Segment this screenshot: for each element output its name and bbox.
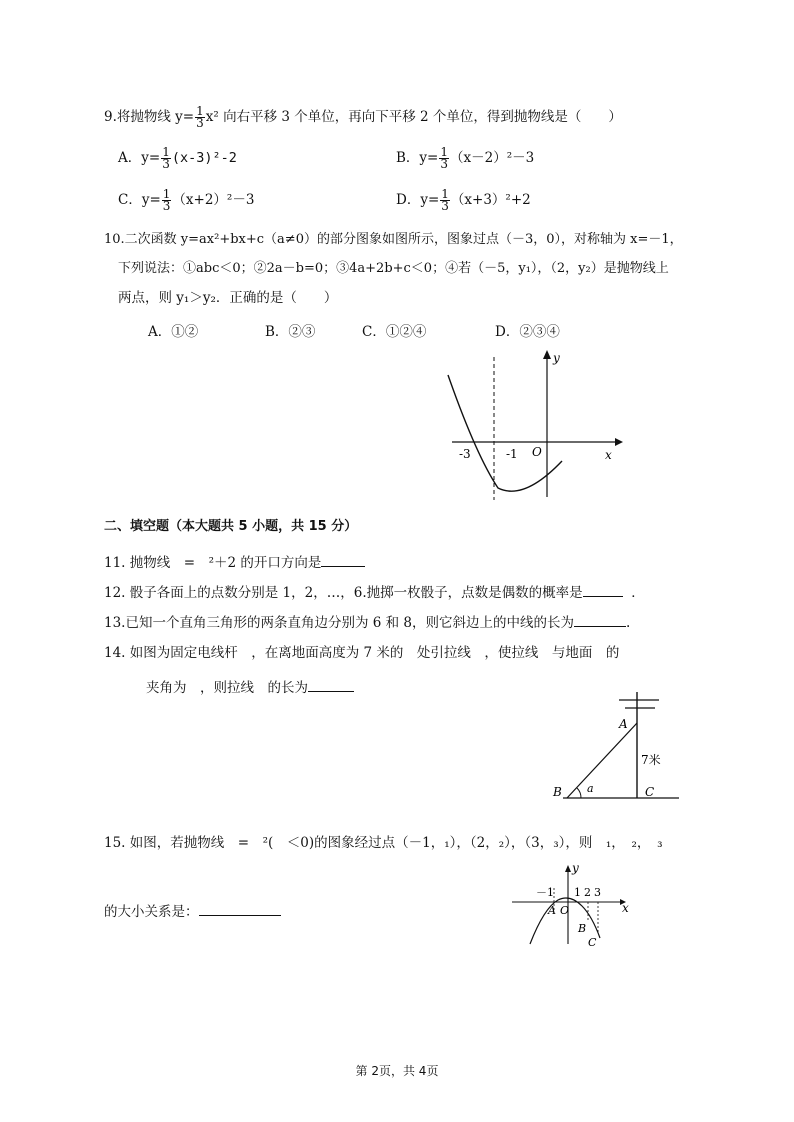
q12-answer-blank[interactable] xyxy=(583,582,623,597)
q14-line2: 夹角为 ，则拉线 的长为 xyxy=(146,677,354,698)
section-title: 二、填空题（本大题共 5 小题，共 15 分） xyxy=(104,519,358,534)
q10-line1: 10.二次函数 y=ax²+bx+c（a≠0）的部分图象如图所示，图象过点（－3，0），对称轴为 x=－1， xyxy=(104,232,683,247)
q15-answer-blank[interactable] xyxy=(199,901,281,916)
q14-guy-wire xyxy=(567,723,637,798)
q14-line1: 14. 如图为固定电线杆 ，在离地面高度为 7 米的 处引拉线 ，使拉线 与地面 的 xyxy=(104,645,620,661)
q15-origin: O xyxy=(560,904,570,917)
q10-option-b[interactable]: B．②③ xyxy=(265,324,316,340)
q14-answer-blank[interactable] xyxy=(308,677,354,692)
page-footer: 第 2页，共 4页 xyxy=(355,1064,439,1078)
q10-option-a[interactable]: A．①② xyxy=(148,324,199,340)
q10-parabola-figure xyxy=(440,345,630,505)
q14-label-c: C xyxy=(645,785,655,799)
q15-tick-2: 2 xyxy=(584,886,591,899)
q10-line2: 下列说法：①abc＜0；②2a－b=0；③4a+2b+c＜0；④若（－5，y₁），（2，y₂）是抛物线上 xyxy=(118,261,669,276)
q10-option-c[interactable]: C．①②④ xyxy=(362,324,427,340)
q9-option-d[interactable]: D．y= $\frac{1}{3}$ （x+3）²+2 xyxy=(396,187,531,213)
q15-y-label: y xyxy=(572,861,579,875)
q14-label-b: B xyxy=(553,785,562,799)
q15-parabola-figure xyxy=(508,858,636,950)
q15-point-c: C xyxy=(588,936,597,949)
q12: 12. 骰子各面上的点数分别是 1，2，…，6.抛掷一枚骰子，点数是偶数的概率是 ． xyxy=(104,582,645,603)
q10-line3: 两点，则 y₁＞y₂．正确的是（ ） xyxy=(118,290,338,306)
q9-option-a[interactable]: A．y= $\frac{1}{3}$ (x-3)²-2 xyxy=(118,145,237,171)
q14-label-a: A xyxy=(619,717,628,731)
q13-answer-blank[interactable] xyxy=(574,612,626,627)
q14-pole-figure xyxy=(545,688,690,806)
q15-line1: 15. 如图，若抛物线 = ²( ＜0)的图象经过点（－1，₁），（2，₂），（3，₃），则 ₁， ₂， ₃ xyxy=(104,835,663,851)
q10-origin-label: O xyxy=(532,445,542,459)
q10-y-arrow xyxy=(543,350,551,359)
q9-stem-post: x² 向右平移 3 个单位，再向下平移 2 个单位，得到抛物线是（ ） xyxy=(205,109,622,125)
q9-option-c[interactable]: C．y= $\frac{1}{3}$ （x+2）²－3 xyxy=(118,187,255,213)
q15-line2: 的大小关系是： xyxy=(104,901,281,922)
q15-x-label: x xyxy=(622,901,629,915)
q10-tick-neg3: -3 xyxy=(459,447,471,461)
q10-tick-neg1: -1 xyxy=(506,447,518,461)
q10-x-label: x xyxy=(605,448,612,462)
q15-tick-1: 1 xyxy=(574,886,581,899)
q9-option-b[interactable]: B．y= $\frac{1}{3}$ （x－2）²－3 xyxy=(396,145,535,171)
q15-tick-neg1: －1 xyxy=(536,886,554,899)
q9-fraction: $\frac{1}{3}$ xyxy=(196,104,204,130)
q11-answer-blank[interactable] xyxy=(321,552,365,567)
q15-point-b: B xyxy=(578,922,587,935)
q15-y-arrow xyxy=(565,865,571,872)
q13: 13.已知一个直角三角形的两条直角边分别为 6 和 8，则它斜边上的中线的长为 . xyxy=(104,612,630,633)
q9-stem-pre: 9.将抛物线 y= xyxy=(104,109,195,125)
q10-y-label: y xyxy=(553,351,560,365)
q10-option-d[interactable]: D．②③④ xyxy=(495,324,560,340)
q10-parabola-curve xyxy=(448,375,562,491)
q14-height-label: 7米 xyxy=(641,753,661,767)
q10-x-arrow xyxy=(615,438,623,446)
q9-stem xyxy=(104,106,622,129)
q14-angle-arc xyxy=(577,788,581,798)
q15-point-a: A xyxy=(548,904,556,917)
q11: 11. 抛物线 = ²＋2 的开口方向是 xyxy=(104,552,365,573)
q14-angle-label: a xyxy=(587,782,594,795)
q15-tick-3: 3 xyxy=(594,886,601,899)
